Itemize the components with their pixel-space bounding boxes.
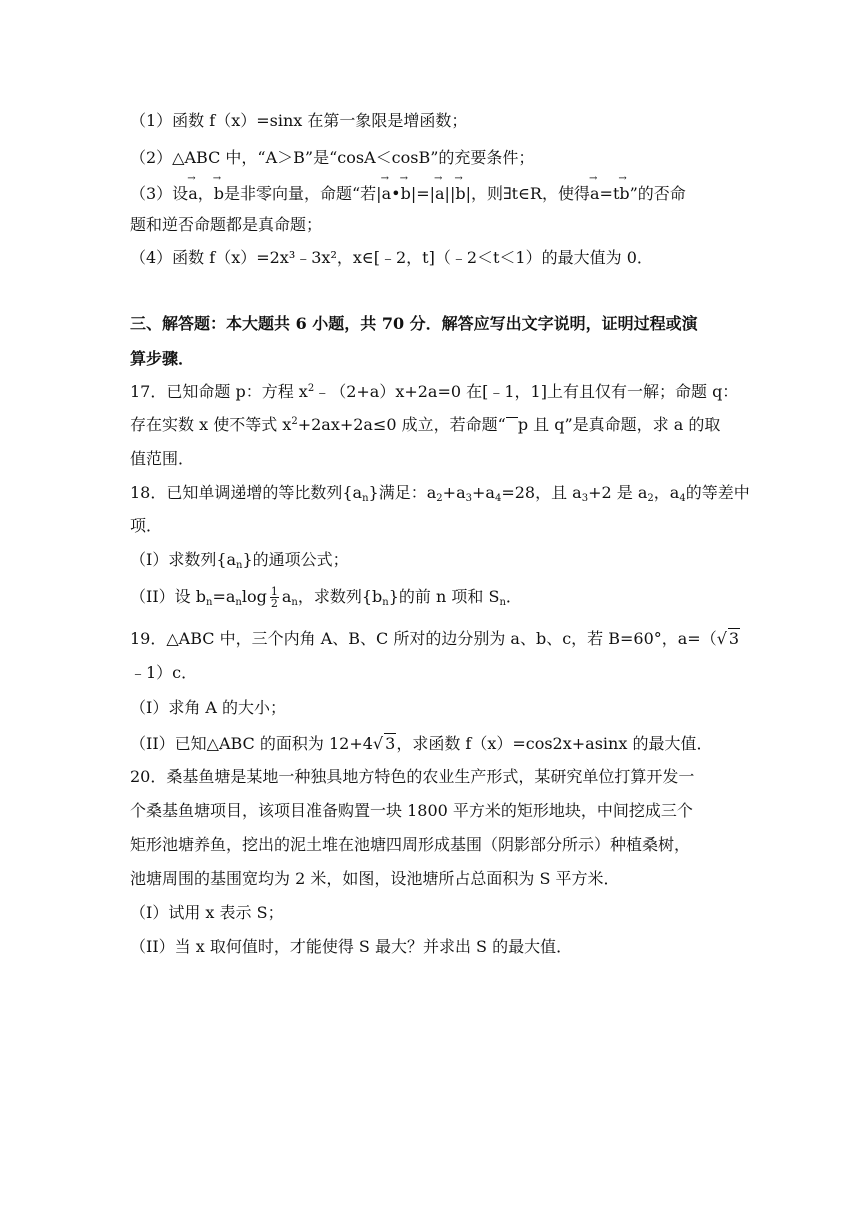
sqrt-symbol: √ (372, 734, 384, 753)
text-segment: =t (599, 184, 620, 203)
text-segment: log (241, 587, 267, 606)
question-18-part2 (130, 586, 730, 609)
subscript: 3 (465, 493, 472, 504)
subscript: n (382, 597, 389, 608)
vector-a: → a (435, 180, 445, 204)
text-segment: |=| (410, 184, 435, 203)
subscript: n (362, 493, 369, 504)
question-19-line2 (130, 663, 730, 683)
subscript: 4 (679, 493, 686, 504)
text-segment: 17．已知命题 p：方程 x (130, 382, 308, 401)
fraction-numerator: 1 (270, 585, 278, 598)
text-segment: ． (505, 587, 522, 606)
text-segment: （I）试用 x 表示 S； (130, 903, 284, 922)
dot-operator: • (391, 184, 401, 203)
text-segment: |，则∃t∈R，使得 (465, 184, 590, 203)
statement-3-line2 (130, 215, 730, 235)
section-heading-cont (130, 349, 730, 369)
text-segment: （I）求数列{a (130, 550, 237, 569)
subscript: 2 (647, 493, 654, 504)
text-segment: a (281, 587, 292, 606)
statement-3-text: 题和逆否命题都是真命题； (130, 215, 323, 234)
vector-b: → b (214, 180, 224, 204)
question-20-line2 (130, 801, 730, 821)
text-segment: 18．已知单调递增的等比数列{a (130, 483, 363, 502)
subscript: n (291, 597, 298, 608)
question-18-part1 (130, 550, 730, 570)
text-segment: +2ax+2a≤0 成立，若命题“ (297, 415, 506, 434)
superscript: 2 (291, 416, 298, 427)
statement-2 (130, 148, 730, 168)
text-segment: p 且 q”是真命题，求 a 的取 (517, 415, 721, 434)
text-segment: ，求函数 f（x）=cos2x+asinx 的最大值． (396, 734, 713, 753)
statement-2-text: （2）△ABC 中，“A＞B”是“cosA＜cosB”的充要条件； (130, 148, 535, 167)
question-20-line4 (130, 869, 730, 889)
superscript: 2 (307, 383, 315, 394)
sqrt-radicand: 3 (728, 629, 740, 648)
subscript: 2 (436, 493, 443, 504)
text-segment: （II）已知△ABC 的面积为 12+4 (130, 734, 373, 753)
text-segment: =28，且 a (501, 483, 582, 502)
fraction-one-half (270, 586, 279, 609)
text-segment: ，a (653, 483, 680, 502)
statement-1-text: （1）函数 f（x）=sinx 在第一象限是增函数； (130, 111, 468, 130)
question-19-line1 (130, 628, 740, 649)
text-segment: }的通项公式； (242, 550, 349, 569)
question-18-line2 (130, 516, 730, 536)
text-segment: 项． (130, 516, 163, 535)
section-heading (130, 314, 730, 334)
text-segment: 的等差中 (685, 483, 750, 502)
text-segment: ”的否命 (629, 184, 686, 203)
vector-b: → b (401, 180, 411, 204)
statement-1 (130, 111, 730, 131)
question-20-line1 (130, 767, 730, 787)
text-segment: 矩形池塘养鱼，挖出的泥土堆在池塘四周形成基围（阴影部分所示）种植桑树， (130, 835, 691, 854)
text-segment: =a (212, 587, 236, 606)
subscript: n (235, 597, 242, 608)
text-segment: }的前 n 项和 S (388, 587, 500, 606)
text-segment: （II）设 b (130, 587, 206, 606)
text-segment: +2 是 a (588, 483, 648, 502)
text-segment: ﹣（2+a）x+2a=0 在[﹣1，1]上有且仅有一解；命题 q： (314, 382, 739, 401)
question-20-part1 (130, 903, 730, 923)
vector-a: → a (382, 180, 392, 204)
statement-4 (130, 248, 730, 268)
text-segment: }满足：a (368, 483, 437, 502)
question-20-part2 (130, 937, 730, 957)
question-20-line3 (130, 835, 730, 855)
question-17-line3 (130, 449, 730, 469)
text-segment: 是非零向量，命题“若| (224, 184, 382, 203)
text-segment: 个桑基鱼塘项目，该项目准备购置一块 1800 平方米的矩形地块，中间挖成三个 (130, 801, 693, 820)
text-segment: 20．桑基鱼塘是某地一种独具地方特色的农业生产形式，某研究单位打算开发一 (130, 767, 695, 786)
text-segment: （II）当 x 取何值时，才能使得 S 最大？并求出 S 的最大值． (130, 937, 573, 956)
text-segment: +a (442, 483, 466, 502)
subscript: n (205, 597, 213, 608)
sqrt-symbol: √ (716, 629, 727, 648)
sqrt-radicand: 3 (385, 734, 396, 753)
vector-a: → a (188, 180, 198, 204)
section-heading-text: 算步骤． (130, 349, 195, 368)
question-19-part1 (130, 698, 730, 718)
negation-symbol (506, 417, 518, 426)
text-segment: 池塘周围的基围宽均为 2 米，如图，设池塘所占总面积为 S 平方米． (130, 869, 620, 888)
fraction-denominator: 2 (270, 597, 278, 610)
text-segment: +a (471, 483, 495, 502)
text-segment: 19．△ABC 中，三个内角 A、B、C 所对的边分别为 a、b、c，若 B=60°，a=（ (130, 629, 717, 648)
question-18-line1 (130, 483, 750, 504)
statement-3-line1 (130, 180, 730, 204)
subscript: n (499, 597, 506, 608)
text-segment: （3）设 (130, 184, 189, 203)
subscript: 4 (494, 493, 502, 504)
subscript: n (236, 560, 243, 571)
vector-b: → b (619, 180, 629, 204)
text-segment: ， (197, 184, 214, 203)
statement-4-text: （4）函数 f（x）=2x³﹣3x²，x∈[﹣2，t]（﹣2＜t＜1）的最大值为 0． (130, 248, 653, 267)
vector-b: → b (455, 180, 465, 204)
question-17-line1 (130, 382, 739, 402)
question-19-part2 (130, 733, 730, 754)
text-segment: 存在实数 x 使不等式 x (130, 415, 292, 434)
text-segment: ﹣1）c． (130, 663, 198, 682)
vector-a: → a (590, 180, 600, 204)
text-segment: ，求数列{b (297, 587, 383, 606)
text-segment: （I）求角 A 的大小； (130, 698, 287, 717)
question-17-line2 (130, 415, 730, 435)
text-segment: 值范围． (130, 449, 195, 468)
section-heading-text: 三、解答题：本大题共 6 小题，共 70 分．解答应写出文字说明，证明过程或演 (130, 314, 698, 333)
subscript: 3 (581, 493, 589, 504)
text-segment: || (444, 184, 456, 203)
